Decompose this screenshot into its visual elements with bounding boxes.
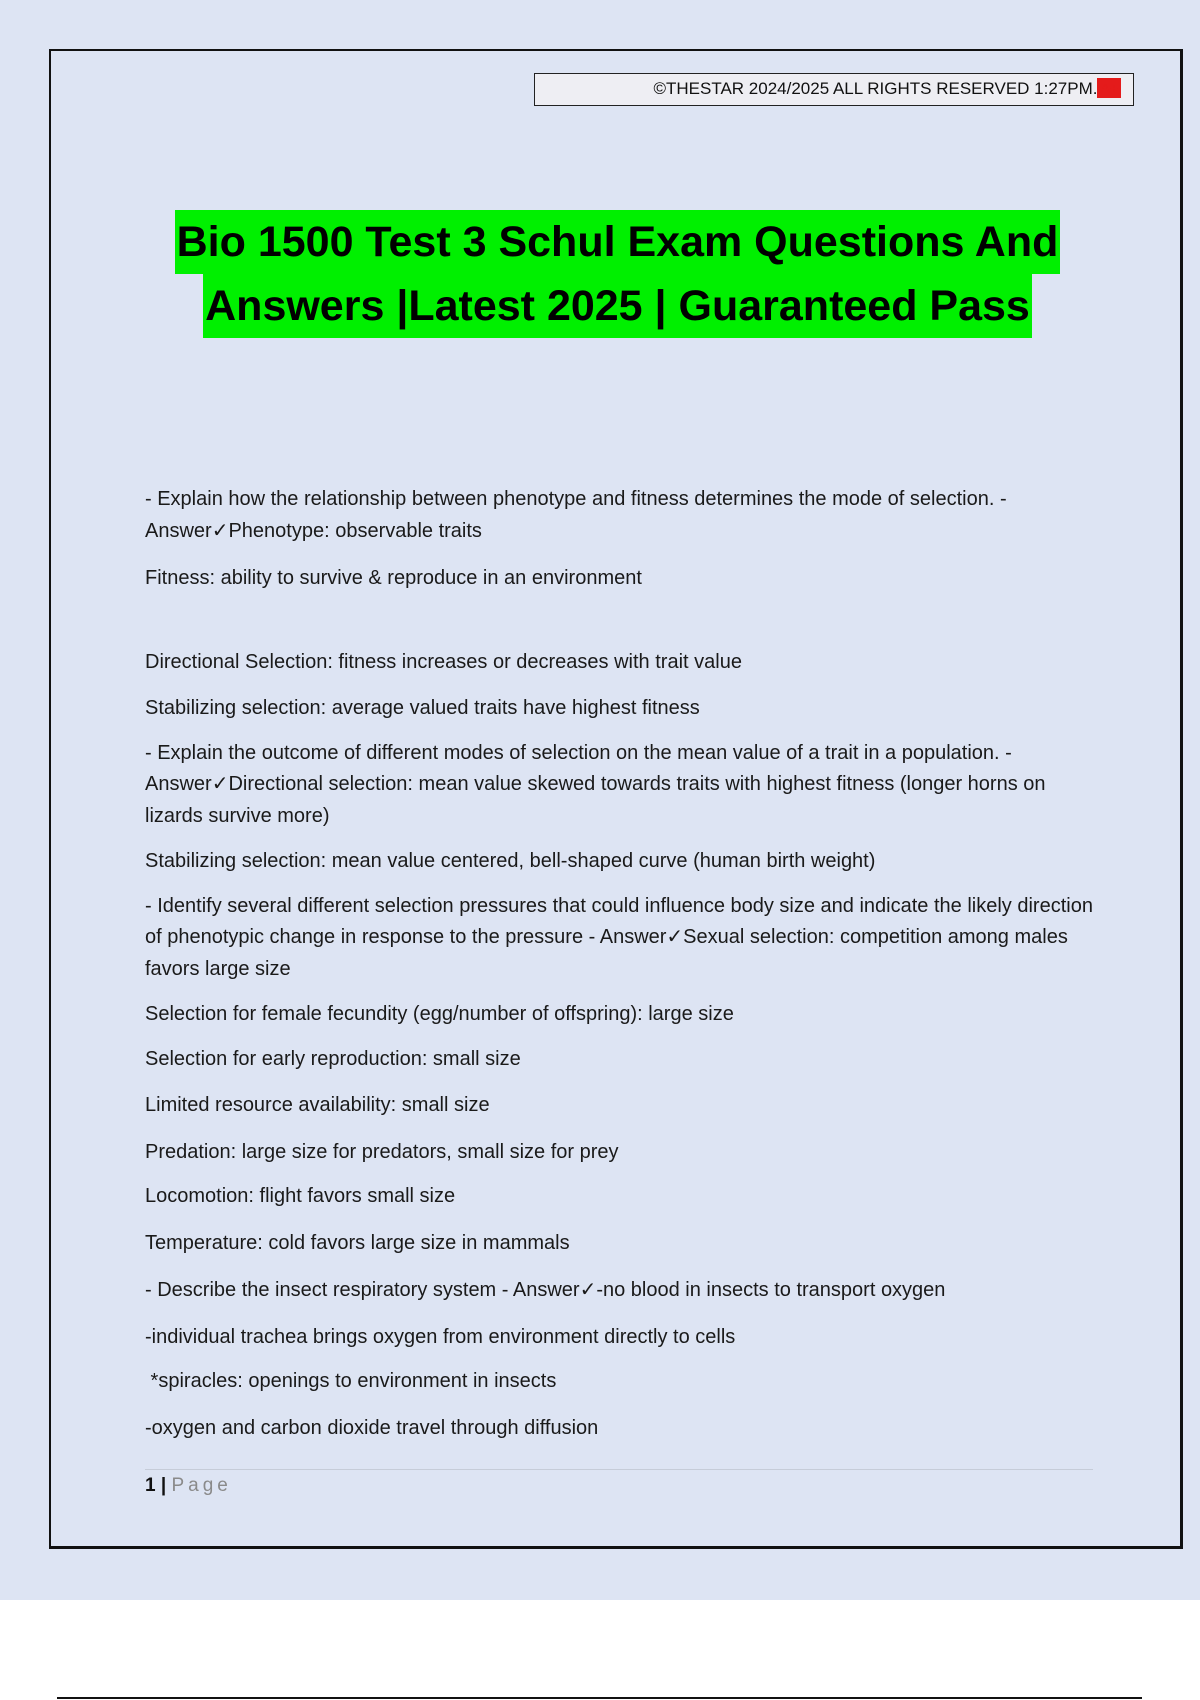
copyright-header bbox=[534, 73, 1134, 106]
title-line-2: Answers |Latest 2025 | Guaranteed Pass bbox=[203, 274, 1032, 338]
paragraph-temperature: Temperature: cold favors large size in mammals bbox=[145, 1231, 570, 1254]
paragraph-predation: Predation: large size for predators, small size for prey bbox=[145, 1140, 619, 1163]
page-number: 1 bbox=[145, 1475, 156, 1496]
paragraph-trachea: -individual trachea brings oxygen from environment directly to cells bbox=[145, 1325, 736, 1348]
paragraph-fecundity: Selection for female fecundity (egg/number of offspring): large size bbox=[145, 1003, 734, 1025]
document-body bbox=[145, 484, 1095, 1444]
paragraph-qa-2: - Explain the outcome of different modes of selection on the mean value of a trait in a population. - Answer✓Directional selection: mean value skewed towards traits with highest fitness (longer horns on lizards survive more) bbox=[145, 741, 1046, 827]
paragraph-fitness: Fitness: ability to survive & reproduce in an environment bbox=[145, 567, 642, 589]
paragraph-resources: Limited resource availability: small size bbox=[145, 1094, 490, 1116]
paragraph-qa-4: - Describe the insect respiratory system - Answer✓-no blood in insects to transport oxygen bbox=[145, 1279, 946, 1301]
copyright-text: ©THESTAR 2024/2025 ALL RIGHTS RESERVED 1:27PM. bbox=[653, 79, 1098, 98]
paragraph-stabilizing: Stabilizing selection: average valued traits have highest fitness bbox=[145, 697, 700, 719]
next-page-rule bbox=[57, 1697, 1142, 1699]
footer-divider bbox=[145, 1469, 1093, 1470]
paragraph-spiracles: *spiracles: openings to environment in insects bbox=[145, 1370, 557, 1392]
paragraph-qa-1: - Explain how the relationship between phenotype and fitness determines the mode of selection. - Answer✓Phenotype: observable traits bbox=[145, 488, 1007, 542]
paragraph-directional: Directional Selection: fitness increases or decreases with trait value bbox=[145, 650, 742, 673]
grade-badge: A+ bbox=[1097, 78, 1121, 98]
paragraph-diffusion: -oxygen and carbon dioxide travel through diffusion bbox=[145, 1416, 599, 1439]
title-line-1: Bio 1500 Test 3 Schul Exam Questions And bbox=[175, 210, 1061, 274]
paragraph-locomotion: Locomotion: flight favors small size bbox=[145, 1185, 456, 1207]
paragraph-stabilizing-outcome: Stabilizing selection: mean value centered, bell-shaped curve (human birth weight) bbox=[145, 850, 876, 872]
paragraph-qa-3: - Identify several different selection pressures that could influence body size and indicate the likely direction of phenotypic change in response to the pressure - Answer✓Sexual selection: competition among males favors large size bbox=[145, 894, 1093, 980]
document-title bbox=[100, 210, 1135, 338]
paragraph-early-reproduction: Selection for early reproduction: small size bbox=[145, 1047, 521, 1070]
page-label: Page bbox=[171, 1475, 232, 1496]
page-separator: | bbox=[160, 1475, 167, 1496]
page-footer bbox=[145, 1472, 232, 1500]
